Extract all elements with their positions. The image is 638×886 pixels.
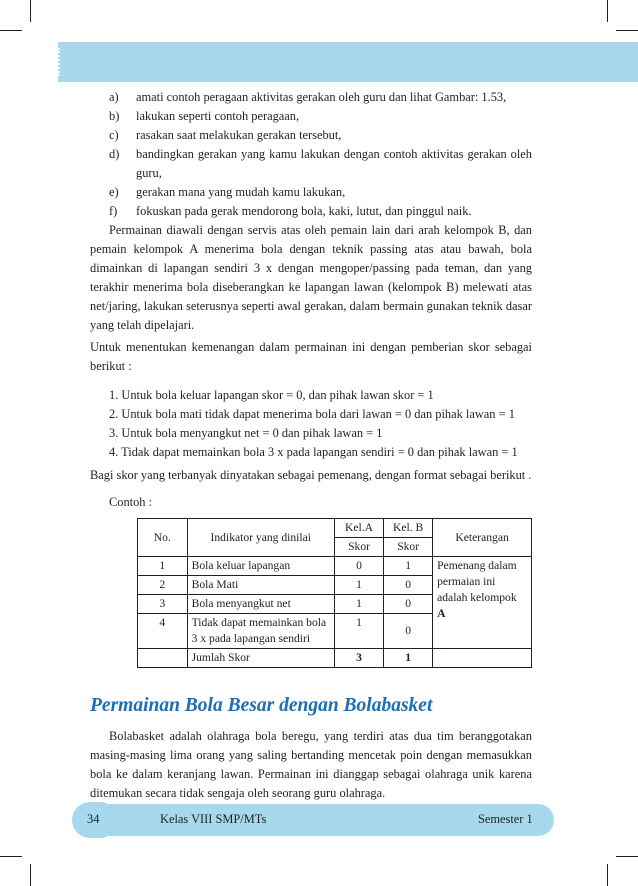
table-total-row [138, 649, 532, 668]
cell-no: 3 [138, 595, 188, 614]
list-marker: f) [109, 204, 118, 218]
cell-note [433, 557, 532, 649]
list-marker: d) [109, 147, 120, 161]
cell-score-b: 1 [384, 557, 433, 576]
example-label: Contoh : [109, 495, 153, 509]
header-accent-bar [58, 42, 638, 82]
header-indicator: Indikator yang dinilai [187, 519, 334, 557]
note-winner: A [437, 607, 446, 620]
table-row [138, 557, 532, 576]
list-item [109, 183, 532, 202]
header-kel-a: Kel.A [334, 519, 383, 538]
list-marker: e) [109, 185, 119, 199]
list-item [109, 202, 532, 221]
list-text: amati contoh peragaan aktivitas gerakan oleh guru dan lihat Gambar: 1.53, [136, 90, 507, 104]
section-title: Permainan Bola Besar dengan Bolabasket [90, 695, 433, 716]
header-skor-b: Skor [384, 538, 433, 557]
cell-score-a: 1 [334, 595, 383, 614]
crop-mark-tl-v [30, 0, 31, 22]
list-item: 1. Untuk bola keluar lapangan skor = 0, dan pihak lawan skor = 1 [109, 388, 434, 402]
cell-no-empty [138, 649, 188, 668]
score-table [137, 518, 532, 668]
cell-indicator: Bola Mati [187, 576, 334, 595]
cell-score-b: 0 [384, 595, 433, 614]
cell-no: 4 [138, 614, 188, 649]
table-header-row [138, 519, 532, 538]
list-marker: a) [109, 90, 119, 104]
header-kel-b: Kel. B [384, 519, 433, 538]
crop-mark-bl-h [0, 856, 22, 857]
cell-total-label: Jumlah Skor [187, 649, 334, 668]
list-item: 3. Untuk bola menyangkut net = 0 dan pihak lawan = 1 [109, 426, 383, 440]
list-text: bandingkan gerakan yang kamu lakukan dengan contoh aktivitas gerakan oleh guru, [136, 147, 532, 180]
footer-book-title: Kelas VIII SMP/MTs [160, 812, 267, 826]
activity-steps [90, 88, 532, 221]
scoring-rules [90, 386, 532, 462]
list-item [109, 145, 532, 183]
list-item [109, 107, 532, 126]
crop-mark-br-v [607, 864, 608, 886]
list-text: gerakan mana yang mudah kamu lakukan, [136, 185, 346, 199]
cell-total-b: 1 [384, 649, 433, 668]
footer-semester: Semester 1 [478, 812, 533, 826]
cell-score-b: 0 [384, 576, 433, 595]
cell-indicator: Tidak dapat memainkan bola 3 x pada lapangan sendiri [187, 614, 334, 649]
header-note: Keterangan [433, 519, 532, 557]
header-notch [58, 48, 68, 76]
cell-indicator: Bola keluar lapangan [187, 557, 334, 576]
cell-no: 1 [138, 557, 188, 576]
header-no: No. [138, 519, 188, 557]
cell-no: 2 [138, 576, 188, 595]
cell-total-note [433, 649, 532, 668]
list-text: lakukan seperti contoh peragaan, [136, 109, 300, 123]
crop-mark-br-h [616, 856, 638, 857]
page-number: 34 [87, 812, 100, 826]
list-text: rasakan saat melakukan gerakan tersebut, [136, 128, 342, 142]
cell-score-a: 1 [334, 576, 383, 595]
page-content [90, 88, 532, 803]
cell-total-a: 3 [334, 649, 383, 668]
paragraph-scoring-intro: Untuk menentukan kemenangan dalam permainan ini dengan pemberian skor sebagai berikut : [90, 340, 532, 373]
note-text: Pemenang dalam permaian ini adalah kelompok [437, 559, 517, 604]
list-item: 4. Tidak dapat memainkan bola 3 x pada lapangan sendiri = 0 dan pihak lawan = 1 [109, 445, 518, 459]
list-marker: b) [109, 109, 120, 123]
crop-mark-tr-h [616, 30, 638, 31]
paragraph-game-description: Permainan diawali dengan servis atas oleh pemain lain dari arah kelompok B, dan pemain kelompok A menerima bola dengan teknik passing atas atau bawah, bola dimainkan di lapangan sendiri 3 x dengan mengoper/passing pada teman, dan yang terakhir menerima bola diseberangkan ke lapangan lawan (kelompok B) melewati atas net/jaring, lakukan seterusnya seperti awal gerakan, dalam bermain gunakan teknik dasar yang telah dipelajari. [90, 223, 532, 332]
crop-mark-tr-v [607, 0, 608, 22]
paragraph-winner: Bagi skor yang terbanyak dinyatakan sebagai pemenang, dengan format sebagai berikut . [90, 468, 532, 482]
cell-score-b: 0 [384, 614, 433, 649]
list-item: 2. Untuk bola mati tidak dapat menerima bola dari lawan = 0 dan pihak lawan = 1 [109, 407, 515, 421]
crop-mark-bl-v [30, 864, 31, 886]
cell-indicator: Bola menyangkut net [187, 595, 334, 614]
list-item [109, 88, 532, 107]
cell-score-a: 0 [334, 557, 383, 576]
cell-score-a: 1 [334, 614, 383, 649]
list-item [109, 126, 532, 145]
paragraph-basketball: Bolabasket adalah olahraga bola beregu, yang terdiri atas dua tim beranggotakan masing-masing lima orang yang saling bertanding mencetak poin dengan memasukkan bola ke dalam keranjang lawan. Permainan ini dianggap sebagai olahraga unik karena ditemukan secara tidak sengaja oleh seorang guru olahraga. [90, 729, 532, 800]
header-skor-a: Skor [334, 538, 383, 557]
crop-mark-tl-h [0, 30, 22, 31]
list-text: fokuskan pada gerak mendorong bola, kaki, lutut, dan pinggul naik. [136, 204, 472, 218]
list-marker: c) [109, 128, 119, 142]
